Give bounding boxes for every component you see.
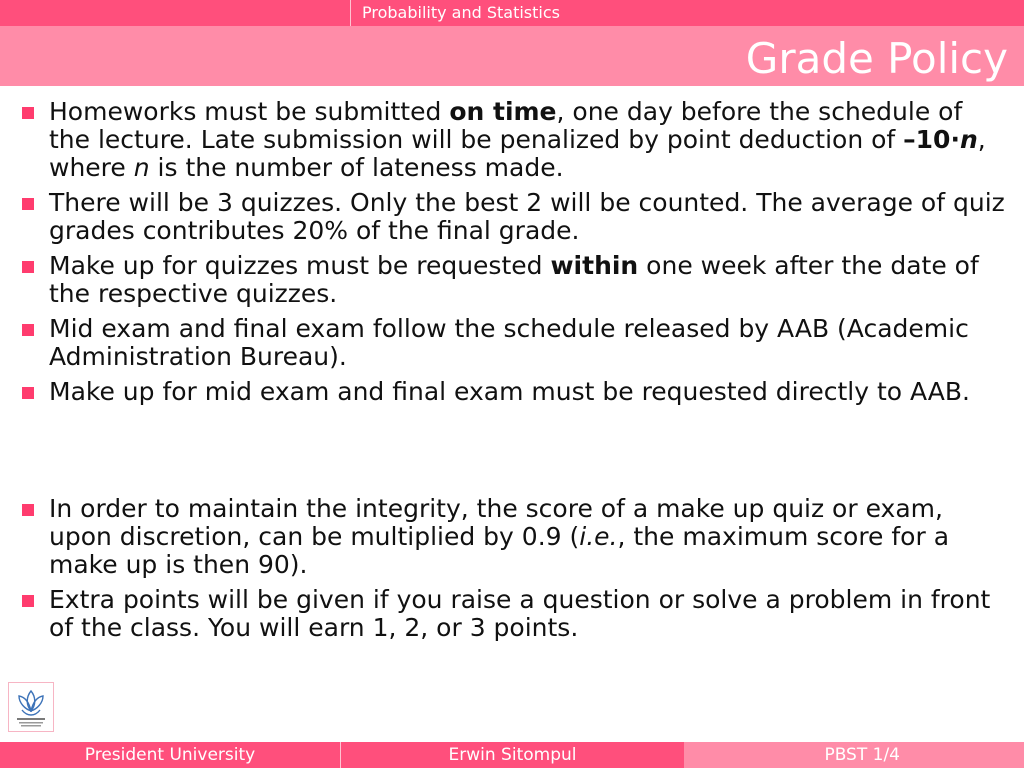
bullet-text-part: In order to maintain the integrity, the score of a make up quiz or exam, upon discretion, can be multiplied by 0.9 ( bbox=[49, 494, 943, 551]
bullet-text-part: , the maximum score for a make up is then 90). bbox=[49, 522, 950, 579]
bullet-text-part: i.e. bbox=[579, 522, 618, 551]
bullet-text-part: –10· bbox=[903, 125, 960, 154]
bullet-text-part: Make up for quizzes must be requested bbox=[49, 251, 551, 280]
bullet-text-part: There will be 3 quizzes. Only the best 2 will be counted. The average of quiz grades contributes 20% of the final grade. bbox=[49, 188, 1005, 245]
bullet-list bbox=[20, 98, 1005, 649]
bullet-item bbox=[20, 315, 1005, 371]
president-university-logo-icon bbox=[8, 682, 54, 732]
bullet-text-part: Homeworks must be submitted bbox=[49, 97, 450, 126]
slide-title: Grade Policy bbox=[745, 34, 1008, 83]
bullet-square-icon bbox=[22, 595, 34, 607]
bullet-text-part: one week after the date of the respective quizzes. bbox=[49, 251, 979, 308]
bullet-text-part: Extra points will be given if you raise a question or solve a problem in front of the class. You will earn 1, 2, or 3 points. bbox=[49, 585, 991, 642]
bullet-text-part: , one day before the schedule of the lecture. Late submission will be penalized by point deduction of bbox=[49, 97, 963, 154]
bullet-item bbox=[20, 252, 1005, 308]
footer bbox=[0, 742, 1024, 768]
bullet-text-part: Mid exam and final exam follow the schedule released by AAB (Academic Administration Bureau). bbox=[49, 314, 969, 371]
bullet-square-icon bbox=[22, 198, 34, 210]
bullet-text-part: n bbox=[133, 153, 150, 182]
bullet-text-part: n bbox=[959, 125, 978, 154]
top-bar-left bbox=[0, 0, 350, 26]
footer-institution: President University bbox=[0, 742, 340, 768]
bullet-text-part: on time bbox=[449, 97, 557, 126]
bullet-square-icon bbox=[22, 324, 34, 336]
bullet-square-icon bbox=[22, 107, 34, 119]
course-title: Probability and Statistics bbox=[362, 3, 560, 22]
bullet-spacer bbox=[20, 413, 1005, 495]
bullet-text-part: , where bbox=[49, 125, 986, 182]
bullet-item bbox=[20, 495, 1005, 579]
bullet-item bbox=[20, 586, 1005, 642]
bullet-square-icon bbox=[22, 387, 34, 399]
bullet-text-part: Make up for mid exam and final exam must be requested directly to AAB. bbox=[49, 377, 970, 406]
bullet-text-part: is the number of lateness made. bbox=[149, 153, 564, 182]
bullet-square-icon bbox=[22, 261, 34, 273]
bullet-item bbox=[20, 98, 1005, 182]
bullet-text-part: within bbox=[550, 251, 639, 280]
bullet-square-icon bbox=[22, 504, 34, 516]
footer-author: Erwin Sitompul bbox=[340, 742, 684, 768]
top-bar bbox=[0, 0, 1024, 26]
footer-page-number: PBST 1/4 bbox=[824, 745, 900, 765]
footer-page bbox=[684, 742, 1024, 768]
bullet-item bbox=[20, 378, 1005, 406]
bullet-item bbox=[20, 189, 1005, 245]
